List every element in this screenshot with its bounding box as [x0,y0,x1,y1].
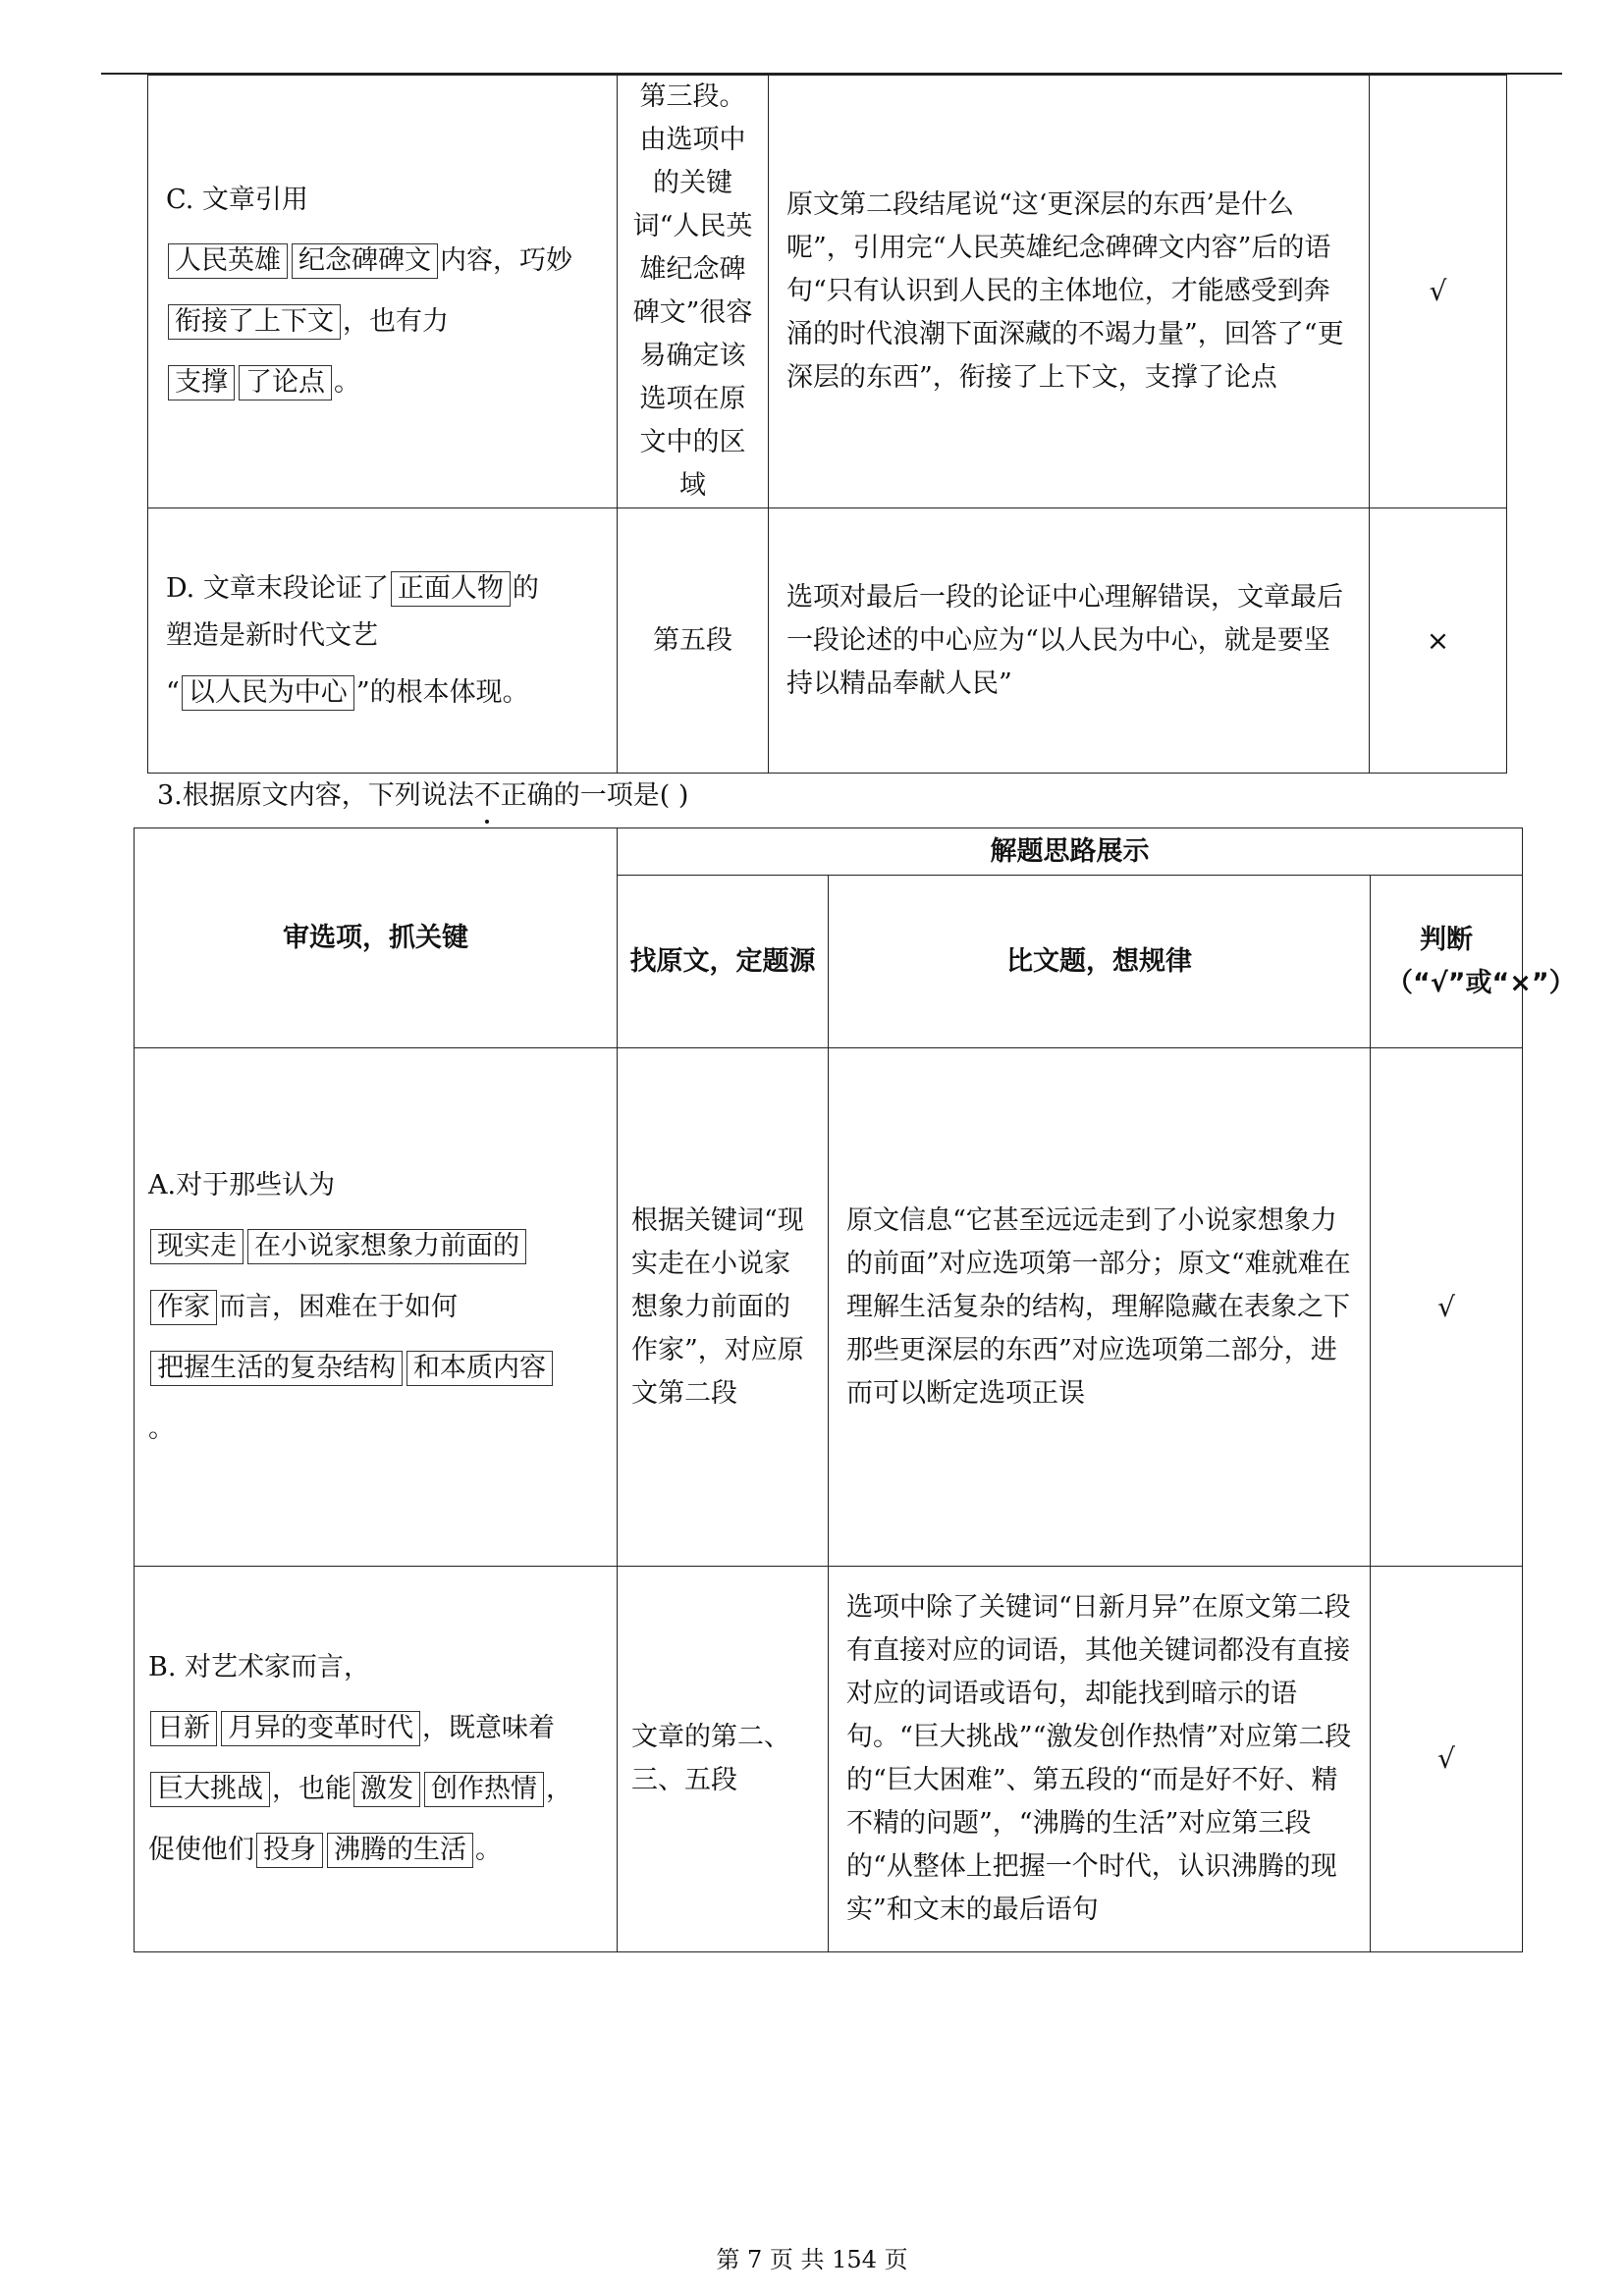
source-cell: 文章的第二、三、五段 [618,1567,829,1952]
table-row-a [135,1048,1523,1567]
keyword-box: 人民英雄 [168,243,288,279]
keyword-box: 在小说家想象力前面的 [247,1229,526,1264]
option-cell [135,1048,618,1567]
judge-cell: × [1370,508,1507,774]
keyword-box: 作家 [150,1290,217,1325]
keyword-box: 巨大挑战 [150,1772,270,1807]
header-group: 解题思路展示 [618,828,1523,876]
keyword-box: 月异的变革时代 [221,1711,420,1746]
header-col1: 审选项，抓关键 [135,828,618,1048]
keyword-box: 激发 [353,1772,420,1807]
keyword-box: 正面人物 [391,571,511,607]
keyword-box: 日新 [150,1711,217,1746]
analysis-cell: 原文第二段结尾说“这‘更深层的东西’是什么呢”，引用完“人民英雄纪念碑碑文内容”后的语句“只有认识到人民的主体地位，才能感受到奔涌的时代浪潮下面深藏的不竭力量”，回答了“更深层的东西”，衔接了上下文，支撑了论点 [769,76,1370,508]
option-text: 。 [148,1413,175,1444]
option-text: ”的根本体现。 [355,676,529,708]
source-cell: 第三段。由选项中的关键词“人民英雄纪念碑碑文”很容易确定该选项在原文中的区域 [618,76,769,508]
keyword-box: 现实走 [150,1229,244,1264]
option-cell [135,1567,618,1952]
option-text: 。 [334,367,360,398]
analysis-cell: 选项中除了关键词“日新月异”在原文第二段有直接对应的词语，其他关键词都没有直接对应的词语或语句，却能找到暗示的语句。“巨大挑战”“激发创作热情”对应第二段的“巨大困难”、第五段的“而是好不好、精不精的问题”，“沸腾的生活”对应第三段的“从整体上把握一个时代，认识沸腾的现实”和文末的最后语句 [829,1567,1371,1952]
keyword-box: 支撑 [168,365,235,400]
question-text: 3.根据原文内容，下列说法 [157,780,474,811]
analysis-cell: 选项对最后一段的论证中心理解错误，文章最后一段论述的中心应为“以人民为中心，就是要坚持以精品奉献人民” [769,508,1370,774]
judge-cell: √ [1370,76,1507,508]
analysis-table-q2 [147,75,1507,774]
judge-cell: √ [1371,1567,1523,1952]
source-cell: 根据关键词“现实走在小说家想象力前面的作家”，对应原文第二段 [618,1048,829,1567]
judge-cell: √ [1371,1048,1523,1567]
keyword-box: 把握生活的复杂结构 [150,1351,403,1386]
option-prefix: D. 文章末段论证了 [166,572,389,604]
table-row-b [135,1567,1523,1952]
option-text: 塑造是新时代文艺 [166,619,378,651]
analysis-cell: 原文信息“它甚至远远走到了小说家想象力的前面”对应选项第一部分；原文“难就难在理解生活复杂的结构，理解隐藏在表象之下那些更深层的东西”对应选项第二部分，进而可以断定选项正误 [829,1048,1371,1567]
option-text: 的 [512,572,539,604]
option-text: 内容，巧妙 [440,245,572,276]
option-text: “ [166,676,180,708]
option-prefix: C. 文章引用 [166,185,308,215]
option-text: 而言，困难在于如何 [219,1291,458,1322]
table-header-row [135,828,1523,876]
option-text: 促使他们 [148,1835,254,1865]
keyword-box: 纪念碑碑文 [292,243,438,279]
header-col3: 比文题，想规律 [829,876,1371,1048]
keyword-box: 创作热情 [424,1772,544,1807]
table-row-c [148,76,1507,508]
option-text: ， [546,1774,572,1804]
keyword-box: 和本质内容 [406,1351,553,1386]
option-prefix: B. 对艺术家而言， [148,1652,371,1682]
option-text: ，也有力 [343,306,449,337]
option-text: ，也能 [272,1774,352,1804]
option-prefix: A.对于那些认为 [148,1169,336,1201]
keyword-box: 以人民为中心 [182,675,354,711]
question-text: 正确的一项是( ) [500,780,689,811]
option-cell [148,508,618,774]
question-3 [157,774,688,818]
keyword-box: 投身 [256,1833,323,1868]
option-text: 。 [475,1835,502,1865]
header-col2: 找原文，定题源 [618,876,829,1048]
source-cell: 第五段 [618,508,769,774]
option-cell [148,76,618,508]
option-text: ，既意味着 [422,1713,555,1743]
keyword-box: 沸腾的生活 [327,1833,473,1868]
emphasis-char: 不 [474,774,501,818]
header-col4: 判断（“√”或“×”） [1371,876,1523,1048]
keyword-box: 了论点 [239,365,332,400]
page-footer: 第 7 页 共 154 页 [716,2246,908,2273]
keyword-box: 衔接了上下文 [168,304,341,340]
analysis-table-q3 [134,828,1576,1952]
table-row-d [148,508,1507,774]
